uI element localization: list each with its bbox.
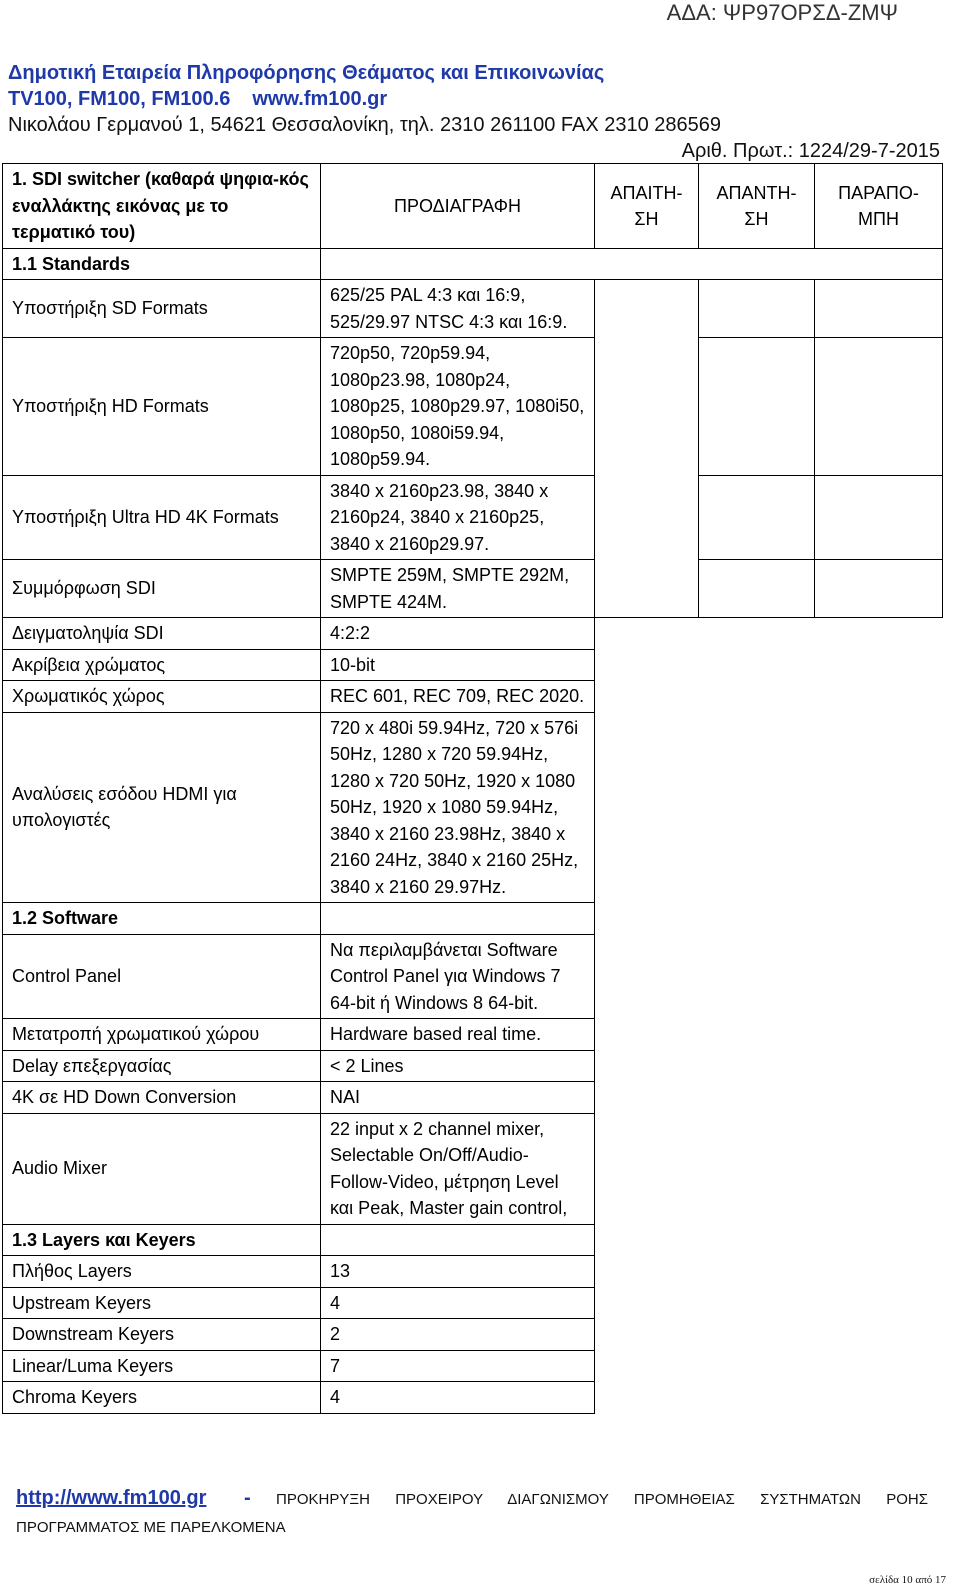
reference-cell[interactable] — [815, 280, 943, 338]
table-row — [3, 712, 943, 903]
blank-cells — [595, 903, 943, 935]
footer-title-line1: ΠΡΟΚΗΡΥΞΗ ΠΡΟΧΕΙΡΟΥ ΔΙΑΓΩΝΙΣΜΟΥ ΠΡΟΜΗΘΕΙΑΣ ΣΥΣΤΗΜΑΤΩΝ ΡΟΗΣ — [276, 1491, 928, 1508]
section-row — [3, 248, 943, 280]
table-row — [3, 280, 943, 338]
row-label: Μετατροπή χρωματικού χώρου — [3, 1019, 321, 1051]
blank-cells — [595, 618, 943, 650]
row-value: 10-bit — [321, 649, 595, 681]
table-row — [3, 560, 943, 618]
row-value: < 2 Lines — [321, 1050, 595, 1082]
ada-code: ΑΔΑ: ΨΡ97ΟΡΣΔ-ΖΜΨ — [666, 0, 898, 25]
blank-cells — [595, 1224, 943, 1256]
section-label: 1.3 Layers και Keyers — [3, 1224, 321, 1256]
table-row — [3, 934, 943, 1019]
blank-cells — [595, 1382, 943, 1414]
row-label: Δειγματοληψία SDI — [3, 618, 321, 650]
row-label: Χρωματικός χώρος — [3, 681, 321, 713]
page-number: σελίδα 10 από 17 — [869, 1574, 946, 1586]
header-requirement: ΑΠΑΙΤΗ-ΣΗ — [595, 164, 699, 249]
answer-cell[interactable] — [699, 280, 815, 338]
row-value: 4:2:2 — [321, 618, 595, 650]
answer-cell[interactable] — [699, 560, 815, 618]
blank-cells — [595, 681, 943, 713]
section-filler — [321, 248, 943, 280]
table-row — [3, 1382, 943, 1414]
table-row — [3, 1319, 943, 1351]
header-spec: ΠΡΟΔΙΑΓΡΑΦΗ — [321, 164, 595, 249]
row-value: Να περιλαμβάνεται Software Control Panel για Windows 7 64-bit ή Windows 8 64-bit. — [321, 934, 595, 1019]
answer-cell[interactable] — [699, 475, 815, 560]
row-value: 720 x 480i 59.94Hz, 720 x 576i 50Hz, 1280 x 720 59.94Hz, 1280 x 720 50Hz, 1920 x 1080 50Hz, 1920 x 1080 59.94Hz, 3840 x 2160 23.98Hz, 3840 x 2160 24Hz, 3840 x 2160 25Hz, 3840 x 2160 29.97Hz. — [321, 712, 595, 903]
table-row — [3, 681, 943, 713]
table-row — [3, 1256, 943, 1288]
blank-cells — [595, 1019, 943, 1051]
row-label: Υποστήριξη Ultra HD 4K Formats — [3, 475, 321, 560]
organization-stations — [8, 88, 387, 111]
requirement-cell[interactable] — [595, 280, 699, 618]
footer-title-line2: ΠΡΟΓΡΑΜΜΑΤΟΣ ΜΕ ΠΑΡΕΛΚΟΜΕΝΑ — [16, 1519, 286, 1536]
row-value: 4 — [321, 1382, 595, 1414]
row-label: Πλήθος Layers — [3, 1256, 321, 1288]
footer-website-link[interactable]: http://www.fm100.gr — [16, 1487, 207, 1509]
row-label: Ακρίβεια χρώματος — [3, 649, 321, 681]
row-label: Upstream Keyers — [3, 1287, 321, 1319]
row-label: Delay επεξεργασίας — [3, 1050, 321, 1082]
blank-cells — [595, 1319, 943, 1351]
section-filler — [321, 903, 595, 935]
table-row — [3, 649, 943, 681]
row-value: 3840 x 2160p23.98, 3840 x 2160p24, 3840 x 2160p25, 3840 x 2160p29.97. — [321, 475, 595, 560]
table-row — [3, 1287, 943, 1319]
table-row — [3, 1082, 943, 1114]
row-label: Linear/Luma Keyers — [3, 1350, 321, 1382]
blank-cells — [595, 712, 943, 903]
blank-cells — [595, 934, 943, 1019]
reference-cell[interactable] — [815, 475, 943, 560]
blank-cells — [595, 1113, 943, 1224]
website-text: www.fm100.gr — [252, 88, 388, 110]
section-title-cell: 1. SDI switcher (καθαρά ψηφια-κός εναλλάκτης εικόνας με το τερματικό του) — [3, 164, 321, 249]
row-value: SMPTE 259M, SMPTE 292M, SMPTE 424M. — [321, 560, 595, 618]
row-label: Audio Mixer — [3, 1113, 321, 1224]
section-filler — [321, 1224, 595, 1256]
row-label: 4K σε HD Down Conversion — [3, 1082, 321, 1114]
blank-cells — [595, 1050, 943, 1082]
section-label: 1.2 Software — [3, 903, 321, 935]
header-reference: ΠΑΡΑΠΟ-ΜΠΗ — [815, 164, 943, 249]
row-value: 22 input x 2 channel mixer, Selectable On/Off/Audio-Follow-Video, μέτρηση Level και Peak, Master gain control, — [321, 1113, 595, 1224]
row-value: REC 601, REC 709, REC 2020. — [321, 681, 595, 713]
blank-cells — [595, 1256, 943, 1288]
answer-cell[interactable] — [699, 338, 815, 476]
row-value: Hardware based real time. — [321, 1019, 595, 1051]
blank-cells — [595, 1350, 943, 1382]
row-label: Downstream Keyers — [3, 1319, 321, 1351]
reference-cell[interactable] — [815, 560, 943, 618]
table-row — [3, 1019, 943, 1051]
header-answer: ΑΠΑΝΤΗ-ΣΗ — [699, 164, 815, 249]
table-row — [3, 1113, 943, 1224]
row-value: 13 — [321, 1256, 595, 1288]
stations-text: TV100, FM100, FM100.6 — [8, 88, 231, 110]
table-row — [3, 1350, 943, 1382]
section-label: 1.1 Standards — [3, 248, 321, 280]
blank-cells — [595, 1082, 943, 1114]
blank-cells — [595, 649, 943, 681]
row-value: 625/25 PAL 4:3 και 16:9, 525/29.97 NTSC 4:3 και 16:9. — [321, 280, 595, 338]
row-label: Υποστήριξη SD Formats — [3, 280, 321, 338]
row-value: 7 — [321, 1350, 595, 1382]
section-row — [3, 1224, 943, 1256]
row-value: 720p50, 720p59.94, 1080p23.98, 1080p24, 1080p25, 1080p29.97, 1080i50, 1080p50, 1080i59.94, 1080p59.94. — [321, 338, 595, 476]
row-label: Υποστήριξη HD Formats — [3, 338, 321, 476]
footer-dash: - — [244, 1487, 251, 1509]
row-label: Αναλύσεις εσόδου HDMI για υπολογιστές — [3, 712, 321, 903]
table-row — [3, 338, 943, 476]
table-row — [3, 618, 943, 650]
row-value: 2 — [321, 1319, 595, 1351]
row-label: Control Panel — [3, 934, 321, 1019]
section-row — [3, 903, 943, 935]
specification-table — [2, 163, 943, 1414]
table-row — [3, 475, 943, 560]
row-label: Chroma Keyers — [3, 1382, 321, 1414]
row-value: ΝΑΙ — [321, 1082, 595, 1114]
reference-cell[interactable] — [815, 338, 943, 476]
protocol-number: Αριθ. Πρωτ.: 1224/29-7-2015 — [681, 140, 940, 162]
table-header-row — [3, 164, 943, 249]
organization-name: Δημοτική Εταιρεία Πληροφόρησης Θεάματος και Επικοινωνίας — [8, 62, 605, 84]
row-label: Συμμόρφωση SDI — [3, 560, 321, 618]
row-value: 4 — [321, 1287, 595, 1319]
table-row — [3, 1050, 943, 1082]
blank-cells — [595, 1287, 943, 1319]
address-line: Νικολάου Γερμανού 1, 54621 Θεσσαλονίκη, τηλ. 2310 261100 FAX 2310 286569 — [8, 114, 722, 136]
